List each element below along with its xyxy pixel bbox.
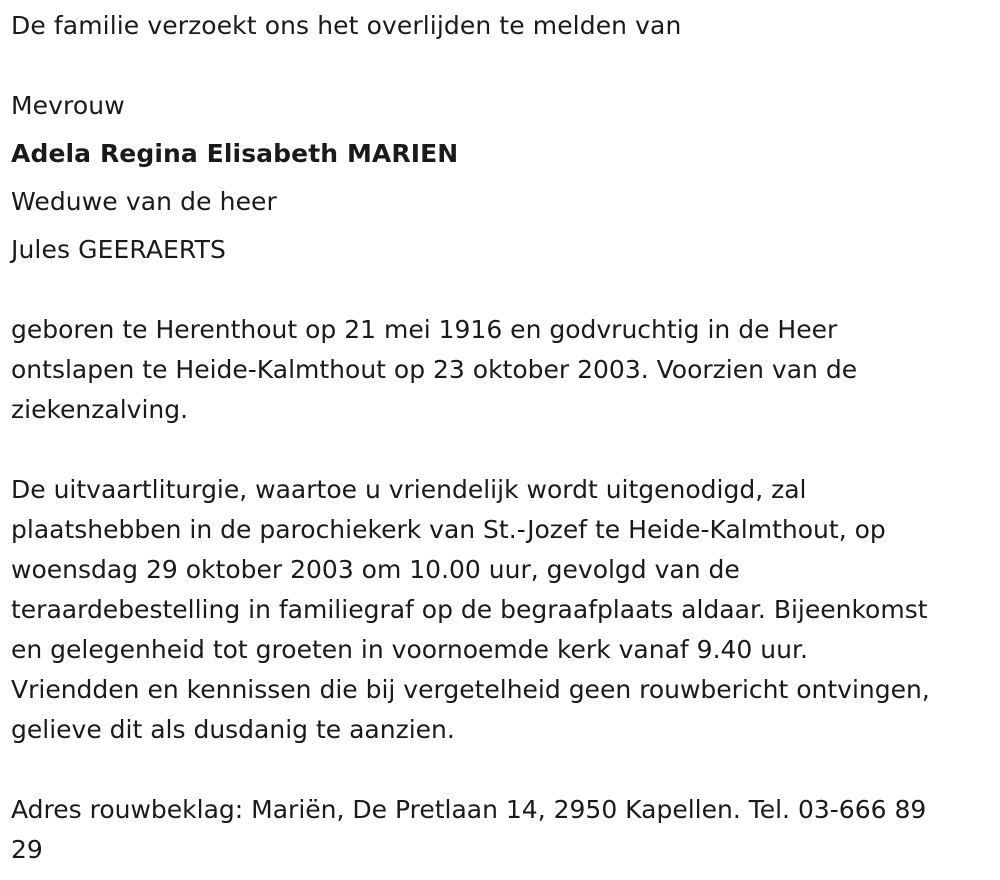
spouse-name: Jules GEERAERTS — [11, 235, 226, 264]
address-line: 29 — [11, 835, 43, 864]
birth-paragraph — [11, 310, 996, 430]
funeral-line: plaatshebben in de parochiekerk van St.-Jozef te Heide-Kalmthout, op — [11, 515, 886, 544]
funeral-line: woensdag 29 oktober 2003 om 10.00 uur, gevolgd van de — [11, 555, 740, 584]
address-paragraph — [11, 790, 996, 870]
funeral-paragraph — [11, 470, 996, 750]
relation-text: Weduwe van de heer — [11, 187, 277, 216]
honorific: Mevrouw — [11, 91, 125, 120]
funeral-line: gelieve dit als dusdanig te aanzien. — [11, 715, 455, 744]
birth-line: ziekenzalving. — [11, 395, 189, 424]
funeral-line: Vriendden en kennissen die bij vergetelheid geen rouwbericht ontvingen, — [11, 675, 930, 704]
address-line: Adres rouwbeklag: Mariën, De Pretlaan 14, 2950 Kapellen. Tel. 03-666 89 — [11, 795, 927, 824]
funeral-line: en gelegenheid tot groeten in voornoemde kerk vanaf 9.40 uur. — [11, 635, 808, 664]
birth-line: ontslapen te Heide-Kalmthout op 23 oktober 2003. Voorzien van de — [11, 355, 858, 384]
funeral-line: De uitvaartliturgie, waartoe u vriendelijk wordt uitgenodigd, zal — [11, 475, 807, 504]
deceased-name: Adela Regina Elisabeth MARIEN — [11, 139, 459, 168]
birth-line: geboren te Herenthout op 21 mei 1916 en godvruchtig in de Heer — [11, 315, 838, 344]
intro-text: De familie verzoekt ons het overlijden te melden van — [11, 11, 682, 40]
funeral-line: teraardebestelling in familiegraf op de begraafplaats aldaar. Bijeenkomst — [11, 595, 928, 624]
